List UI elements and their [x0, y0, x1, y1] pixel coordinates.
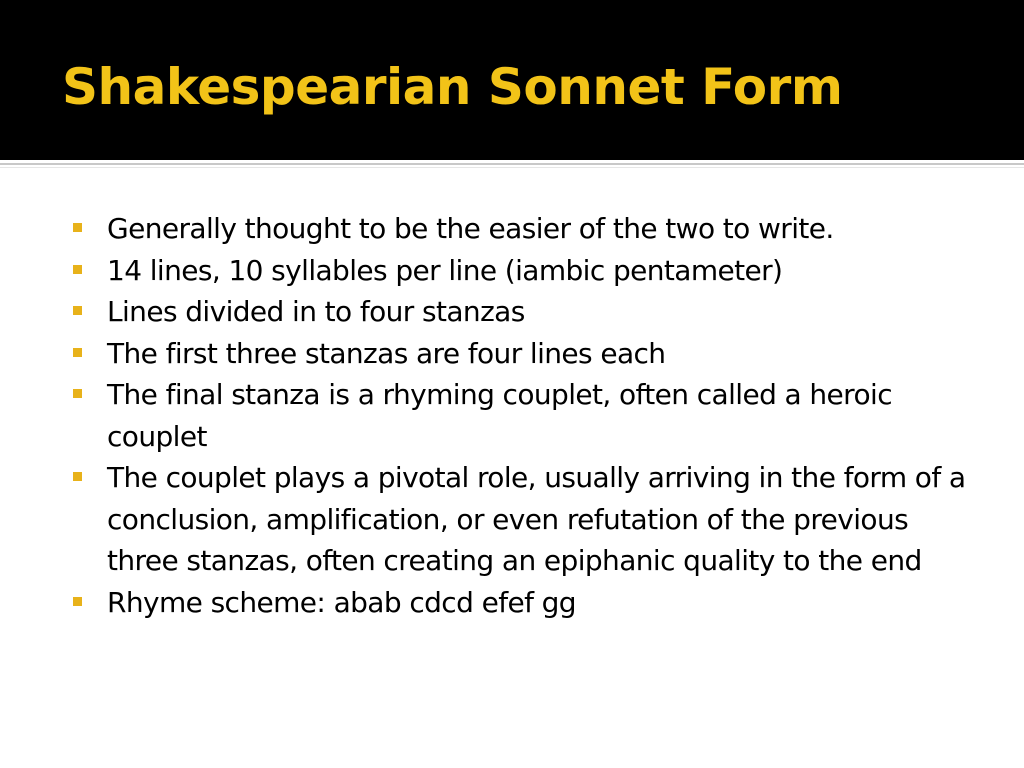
bullet-item — [70, 457, 970, 582]
title-divider — [0, 163, 1024, 165]
bullet-text: The first three stanzas are four lines each — [107, 336, 666, 370]
bullet-list — [70, 208, 970, 623]
bullet-text: The final stanza is a rhyming couplet, often called a heroic couplet — [107, 378, 892, 453]
bullet-text: Lines divided in to four stanzas — [107, 295, 525, 328]
bullet-item — [70, 374, 970, 457]
bullet-text: Generally thought to be the easier of the two to write. — [107, 212, 834, 245]
bullet-item — [70, 333, 970, 375]
bullet-item — [70, 208, 970, 250]
bullet-text: 14 lines, 10 syllables per line (iambic pentameter) — [107, 253, 783, 287]
bullet-item — [70, 582, 970, 624]
bullet-item — [70, 250, 970, 292]
square-bullet-icon — [73, 348, 82, 357]
bullet-item — [70, 291, 970, 333]
square-bullet-icon — [73, 472, 82, 481]
bullet-text: The couplet plays a pivotal role, usually arriving in the form of a conclusion, amplification, or even refutation of the previous three stanzas, often creating an epiphanic quality to the end — [107, 461, 966, 577]
square-bullet-icon — [73, 597, 82, 606]
square-bullet-icon — [73, 223, 82, 232]
square-bullet-icon — [73, 265, 82, 274]
slide-title: Shakespearian Sonnet Form — [62, 58, 843, 116]
square-bullet-icon — [73, 389, 82, 398]
title-bar — [0, 0, 1024, 160]
title-divider-light — [0, 167, 1024, 168]
bullet-text: Rhyme scheme: abab cdcd efef gg — [107, 585, 576, 619]
square-bullet-icon — [73, 306, 82, 315]
